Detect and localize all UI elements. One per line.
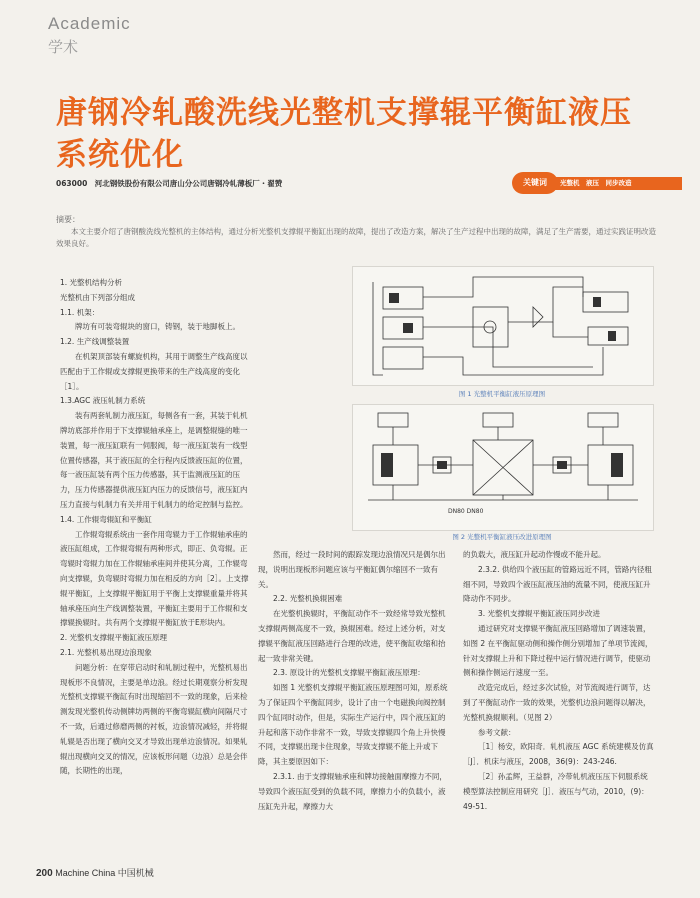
page-footer (36, 866, 154, 879)
heading: 2. 光整机支撑辊平衡缸液压原理 (60, 633, 168, 643)
abstract-label: 摘要： (56, 215, 80, 224)
heading: 1.2. 生产线调整装置 (60, 337, 130, 347)
paragraph: 的负载大，液压缸升起动作慢或不能升起。 (463, 550, 606, 559)
reference-item: ［2］孙孟辉，王益群，冷带轧机液压压下伺服系统模型算法控制应用研究［J］．液压与气动，2010，(9)：49-51. (463, 771, 649, 811)
keywords-badge: 关键词 (512, 172, 558, 194)
heading: 2.1. 光整机易出现边浪现象 (60, 647, 152, 657)
paragraph: 牌坊有可装弯辊块的窗口，铸钢，装于地脚板上。 (75, 322, 240, 332)
figure-2-caption: 图 2 光整机平衡缸液压改进原理图 (452, 533, 552, 541)
figure-1-caption: 图 1 光整机平衡缸液压原理图 (458, 390, 546, 398)
figure-1-diagram (352, 266, 654, 386)
paragraph: 装有两套轧制力液压缸，每侧各有一套，其装于轧机牌坊底部并作用于下支撑辊轴承座上，是调整辊缝的唯一装置，每一液压缸联有一伺服阀，每一液压缸装有一线型位置传感器，其于液压缸的全行程内反馈液压缸的位置，每一液压缸装有两个压力传感器，其于监测液压缸的压力，压力传感器提供液压缸内压力的反馈信号，液压缸内压力直接与轧制力有关并用于轧制力的给定控制与监控。 (60, 411, 248, 509)
paragraph: 改造完成后，经过多次试验，对节流阀进行调节，达到了平衡缸动作一致的效果，光整机边浪问题得以解决，光整机换辊顺利。（见图 2） (463, 683, 651, 722)
paragraph: 工作辊弯辊系统由一套作用弯辊力于工作辊轴承座的液压缸组成，工作辊弯辊有两种形式，即正、负弯辊。正弯辊时弯辊力加在工作辊轴承座间并使其分离，工作辊弯向支撑辊，负弯辊时弯辊力加在相反的方向［2］。上支撑辊平衡缸，上支撑辊平衡缸用于平衡上支撑辊重量并将其轴承座压向生产线调整装置，平衡缸主要用于工作辊和支撑辊换辊时。共有两个支撑辊平衡缸放于E形块内。 (60, 529, 249, 628)
heading: 1.3.AGC 液压轧制力系统 (60, 396, 146, 406)
paragraph: 在光整机换辊时，平衡缸动作不一致经常导致光整机支撑辊两侧高度不一致，换辊困难。经过上述分析，对支撑辊平衡缸液压回路进行合理的改进，使平衡缸收缩和抬起一致非常关键。 (258, 609, 446, 663)
hydraulic-schematic-2 (353, 405, 653, 530)
article-title: 唐钢冷轧酸洗线光整机支撑辊平衡缸液压系统优化 (56, 95, 632, 173)
section-label-zh: 学术 (48, 38, 79, 56)
abstract-text: 本文主要介绍了唐钢酸洗线光整机的主体结构，通过分析光整机支撑辊平衡缸出现的故障，提出了改造方案，解决了生产过程中出现的故障，满足了生产需要，通过实践证明改造效果良好。 (56, 227, 656, 248)
paragraph: 如图 1 光整机支撑辊平衡缸液压原理图可知，原系统为了保证四个平衡缸同步，设计了由一个电磁换向阀控制四个缸同时动作，但是，实际生产运行中，四个液压缸的升起和落下动作非常不一致，导致支撑辊四个角上升快慢不同，支撑辊出现卡住现象，导致支撑辊不能上升或下降，其主要原因如下： (258, 683, 448, 767)
paragraph: 通过研究对支撑辊平衡缸液压回路增加了调速装置，如图 2 在平衡缸驱动侧和操作侧分别增加了单项节流阀，针对支撑辊上升和下降过程中运行情况进行调节，使驱动侧和操作侧运行速度一至。 (463, 623, 653, 678)
reference-item: ［1］杨安，欧阳奇．轧机液压 AGC 系统建模及仿真［J］．机床与液压，2008，36(9)：243-246. (463, 742, 654, 767)
column-3 (463, 548, 655, 814)
hydraulic-schematic-1 (353, 267, 653, 385)
figure-2-diagram (352, 404, 654, 531)
heading: 1.4. 工作辊弯辊缸和平衡缸 (60, 514, 152, 524)
journal-name: Machine China 中国机械 (55, 868, 154, 878)
keywords-list: 光整机 液压 同步改造 (552, 177, 682, 190)
keywords-banner (512, 172, 682, 194)
heading: 1.1. 机架： (60, 307, 100, 317)
paragraph: 2.3.2. 供给四个液压缸的管路远近不同，管路内径粗细不同，导致四个液压缸液压油的流量不同，使液压缸升降动作不同步。 (463, 564, 652, 604)
heading: 3. 光整机支撑辊平衡缸液压同步改进 (478, 609, 601, 619)
paragraph: 在机架顶部装有螺旋机构，其用于调整生产线高度以匹配由于工作辊或支撑辊更换带来的生产线高度的变化［1］。 (60, 351, 248, 391)
figure-2-label: DN80 DN80 (448, 508, 484, 515)
column-1 (60, 276, 250, 779)
column-2 (258, 548, 450, 814)
references-heading: 参考文献： (478, 727, 516, 737)
paragraph: 2.3.1. 由于支撑辊轴承座和牌坊接触面摩擦力不同，导致四个液压缸受到的负载不同，摩擦力小的负载小，液压缸先升起，摩擦力大 (258, 771, 447, 811)
heading: 1. 光整机结构分析 (60, 278, 123, 287)
paragraph: 然而，经过一段时间的跟踪发现边浪情况只是偶尔出现，说明出现板形问题应该与平衡缸偶尔缩回不一致有关。 (258, 550, 446, 589)
page-number: 200 (36, 868, 53, 879)
heading: 2.2. 光整机换辊困难 (273, 594, 343, 604)
paragraph: 问题分析：在穿带启动时和轧制过程中，光整机易出现板形不良情况，主要是单边浪。经过长期观察分析发现光整机支撑辊平衡缸有时出现缩回不一致的现象，后来检测发现光整机传动侧牌坊两侧的平衡弯辊缸横向间隔尺寸不一致，后通过修磨两侧的衬板，边浪情况减轻，并将辊轧辊是否出现了横向交叉才导致出现单边浪情况。如果轧辊出现横向交叉的情况，应该板形问题（边浪）总是会伴随，长期性的出现， (60, 662, 248, 776)
author-byline: 063000 河北钢铁股份有限公司唐山分公司唐钢冷轧薄板厂・翟赞 (56, 179, 283, 188)
section-label-en: Academic (48, 14, 131, 33)
heading: 2.3. 原设计的光整机支撑辊平衡缸液压原理： (273, 668, 425, 678)
paragraph: 光整机由下列部分组成 (60, 292, 135, 302)
